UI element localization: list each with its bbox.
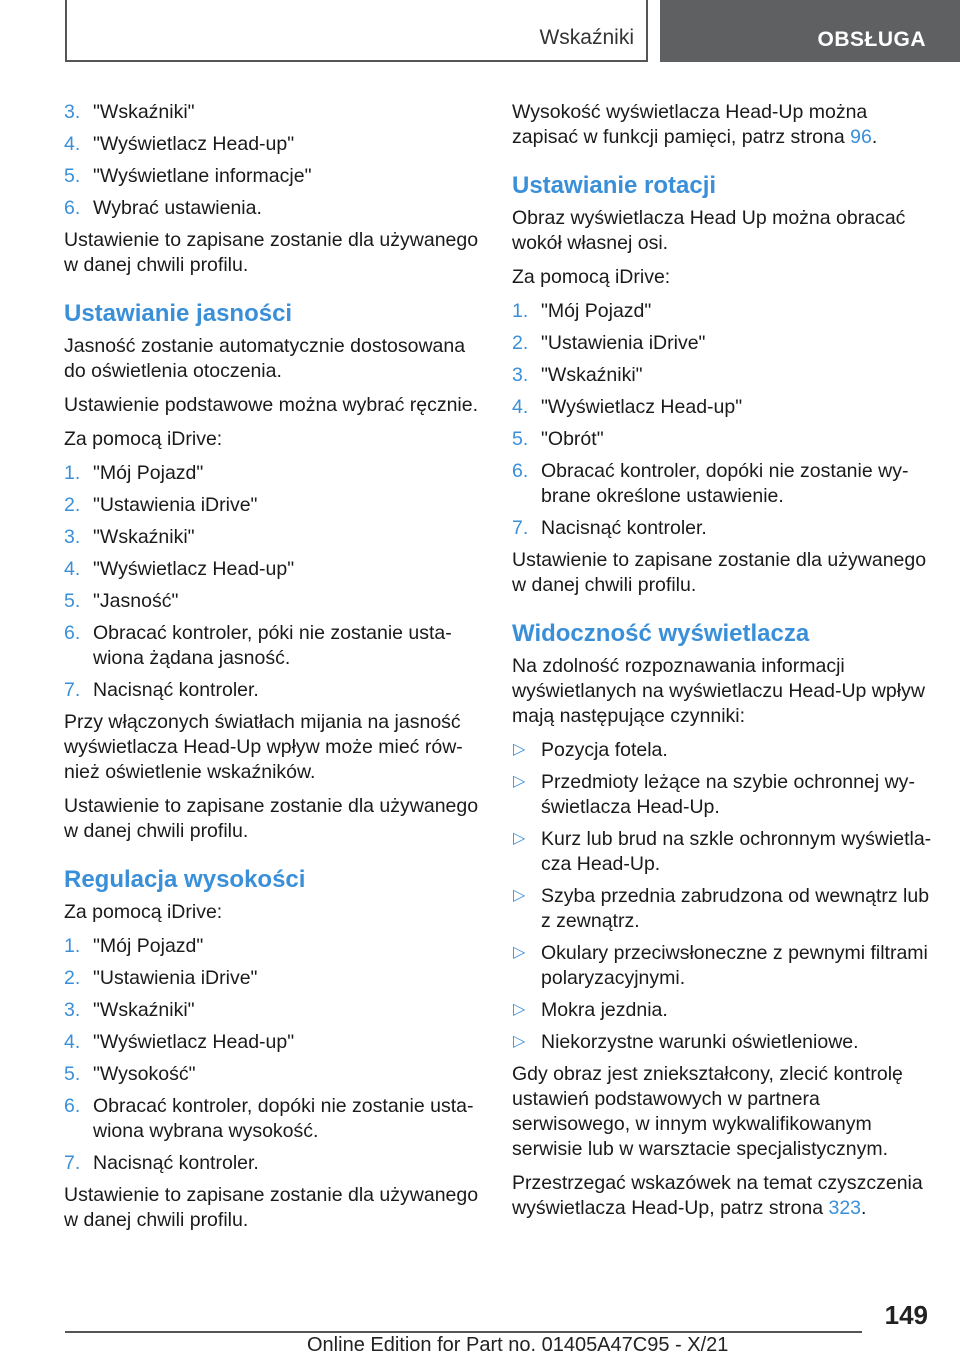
paragraph: Ustawienie podstawowe można wybrać ręcznie. [64, 394, 479, 416]
list-item [512, 941, 932, 991]
section-title: Wskaźniki [539, 26, 634, 49]
paragraph: Ustawienie to zapisane zostanie dla używanego w danej chwili profilu. [64, 229, 479, 276]
step-text: "Jasność" [93, 590, 179, 612]
step-text: "Wyświetlacz Head-up" [93, 558, 295, 580]
paragraph: Wysokość wyświetlacza Head-Up można zapisać w funkcji pamięci, patrz strona 96. [512, 101, 878, 148]
list-item [512, 459, 932, 509]
step-number: 7. [64, 1152, 81, 1174]
step-number: 3. [64, 526, 81, 548]
steps-list-height [64, 934, 484, 1176]
list-item [512, 827, 932, 877]
paragraph: Przy włączonych światłach mijania na jasność wyświetlacza Head-Up wpływ może mieć również oświetlenie wskaźników. [64, 711, 463, 783]
factors-list [512, 738, 932, 1055]
list-item [64, 132, 484, 157]
page-link[interactable]: 323 [828, 1197, 862, 1219]
heading-rotation: Ustawianie rotacji [512, 172, 717, 199]
list-item [512, 738, 932, 763]
step-number: 6. [64, 1095, 81, 1117]
list-item [64, 525, 484, 550]
step-text: "Wyświetlacz Head-up" [93, 133, 295, 155]
step-number: 5. [64, 165, 81, 187]
paragraph: Za pomocą iDrive: [64, 428, 223, 450]
step-number: 7. [64, 679, 81, 701]
paragraph: Ustawienie to zapisane zostanie dla używanego w danej chwili profilu. [64, 795, 479, 842]
list-item [64, 196, 484, 221]
list-item [512, 331, 932, 356]
step-text: Nacisnąć kontroler. [541, 517, 707, 539]
list-item [64, 461, 484, 486]
paragraph: Obraz wyświetlacza Head Up można obracać wokół własnej osi. [512, 207, 906, 254]
list-item [64, 966, 484, 991]
bullet-text: Okulary przeciwsłoneczne z pewnymi filtrami polaryzacyjnymi. [541, 942, 928, 989]
step-number: 2. [64, 494, 81, 516]
list-item [512, 427, 932, 452]
step-number: 3. [64, 101, 81, 123]
bullet-text: Niekorzystne warunki oświetleniowe. [541, 1031, 859, 1053]
step-text: "Wysokość" [93, 1063, 196, 1085]
triangle-bullet-icon: ▷ [513, 773, 526, 790]
left-column [64, 100, 484, 1242]
bullet-text: Kurz lub brud na szkle ochronnym wyświetlacza Head-Up. [541, 828, 932, 875]
triangle-bullet-icon: ▷ [513, 830, 526, 847]
step-number: 7. [512, 517, 529, 539]
footer-divider [65, 1331, 862, 1333]
step-number: 1. [64, 462, 81, 484]
step-text: Nacisnąć kontroler. [93, 679, 259, 701]
step-number: 2. [512, 332, 529, 354]
steps-list-brightness [64, 461, 484, 703]
list-item [64, 589, 484, 614]
step-number: 1. [64, 935, 81, 957]
bullet-text: Pozycja fotela. [541, 739, 668, 761]
list-item [64, 998, 484, 1023]
chapter-title: OBSŁUGA [817, 28, 926, 51]
step-number: 4. [64, 133, 81, 155]
list-item [64, 1094, 484, 1144]
chapter-tab [660, 0, 960, 62]
step-number: 1. [512, 300, 529, 322]
edition-text: Online Edition for Part no. 01405A47C95 - X/21 [307, 1334, 729, 1356]
step-number: 5. [64, 1063, 81, 1085]
paragraph: Ustawienie to zapisane zostanie dla używanego w danej chwili profilu. [512, 549, 927, 596]
page-link[interactable]: 96 [850, 126, 872, 148]
step-text: Wybrać ustawienia. [93, 197, 262, 219]
list-item [512, 299, 932, 324]
list-item [64, 934, 484, 959]
step-text: Nacisnąć kontroler. [93, 1152, 259, 1174]
triangle-bullet-icon: ▷ [513, 1001, 526, 1018]
step-text: "Ustawienia iDrive" [541, 332, 706, 354]
list-item [64, 1151, 484, 1176]
step-text: "Mój Pojazd" [541, 300, 652, 322]
paragraph: Jasność zostanie automatycznie dostosowana do oświetlenia otoczenia. [64, 335, 466, 382]
step-number: 3. [512, 364, 529, 386]
list-item [512, 395, 932, 420]
list-item [64, 678, 484, 703]
step-text: Obracać kontroler, póki nie zostanie ustawiona żądana jasność. [93, 622, 452, 669]
bullet-text: Szyba przednia zabrudzona od wewnątrz lub z zewnątrz. [541, 885, 930, 932]
step-text: "Wyświetlacz Head-up" [541, 396, 743, 418]
list-item [64, 1030, 484, 1055]
paragraph: Gdy obraz jest zniekształcony, zlecić kontrolę ustawień podstawowych w partnera serwisowego, w innym wykwalifikowanym serwisie lub w warsztacie specjalistycznym. [512, 1063, 903, 1160]
list-item [512, 363, 932, 388]
list-item [64, 493, 484, 518]
list-item [512, 884, 932, 934]
triangle-bullet-icon: ▷ [513, 741, 526, 758]
right-column [512, 100, 932, 1230]
step-text: Obracać kontroler, dopóki nie zostanie ustawiona wybrana wysokość. [93, 1095, 474, 1142]
step-text: "Wskaźniki" [93, 101, 195, 123]
paragraph: Na zdolność rozpoznawania informacji wyświetlanych na wyświetlaczu Head-Up wpływ mają następujące czynniki: [512, 655, 925, 727]
triangle-bullet-icon: ▷ [513, 887, 526, 904]
step-number: 4. [512, 396, 529, 418]
heading-visibility: Widoczność wyświetlacza [512, 620, 810, 647]
paragraph: Ustawienie to zapisane zostanie dla używanego w danej chwili profilu. [64, 1184, 479, 1231]
list-item [512, 998, 932, 1023]
section-tab [65, 0, 648, 62]
list-item [512, 1030, 932, 1055]
triangle-bullet-icon: ▷ [513, 1033, 526, 1050]
step-text: "Mój Pojazd" [93, 462, 204, 484]
step-number: 6. [64, 197, 81, 219]
heading-height: Regulacja wysokości [64, 866, 306, 893]
steps-list-display [64, 100, 484, 221]
bullet-text: Mokra jezdnia. [541, 999, 668, 1021]
list-item [64, 1062, 484, 1087]
list-item [64, 557, 484, 582]
paragraph: Za pomocą iDrive: [64, 901, 223, 923]
step-text: "Wskaźniki" [93, 526, 195, 548]
list-item [512, 770, 932, 820]
bullet-text: Przedmioty leżące na szybie ochronnej wyświetlacza Head-Up. [541, 771, 915, 818]
list-item [64, 100, 484, 125]
step-number: 4. [64, 1031, 81, 1053]
step-text: "Ustawienia iDrive" [93, 967, 258, 989]
step-number: 2. [64, 967, 81, 989]
step-number: 5. [64, 590, 81, 612]
step-text: "Wyświetlacz Head-up" [93, 1031, 295, 1053]
step-text: "Wyświetlane informacje" [93, 165, 312, 187]
step-text: Obracać kontroler, dopóki nie zostanie wybrane określone ustawienie. [541, 460, 909, 507]
step-number: 6. [64, 622, 81, 644]
step-text: "Mój Pojazd" [93, 935, 204, 957]
step-number: 3. [64, 999, 81, 1021]
list-item [64, 164, 484, 189]
paragraph: Przestrzegać wskazówek na temat czyszczenia wyświetlacza Head-Up, patrz strona 323. [512, 1172, 923, 1219]
step-number: 4. [64, 558, 81, 580]
step-number: 5. [512, 428, 529, 450]
triangle-bullet-icon: ▷ [513, 944, 526, 961]
step-text: "Ustawienia iDrive" [93, 494, 258, 516]
list-item [64, 621, 484, 671]
step-text: "Obrót" [541, 428, 604, 450]
heading-brightness: Ustawianie jasności [64, 300, 293, 327]
list-item [512, 516, 932, 541]
page-header [0, 0, 960, 66]
step-number: 6. [512, 460, 529, 482]
page-number: 149 [884, 1300, 928, 1330]
step-text: "Wskaźniki" [541, 364, 643, 386]
paragraph: Za pomocą iDrive: [512, 266, 671, 288]
steps-list-rotation [512, 299, 932, 541]
step-text: "Wskaźniki" [93, 999, 195, 1021]
